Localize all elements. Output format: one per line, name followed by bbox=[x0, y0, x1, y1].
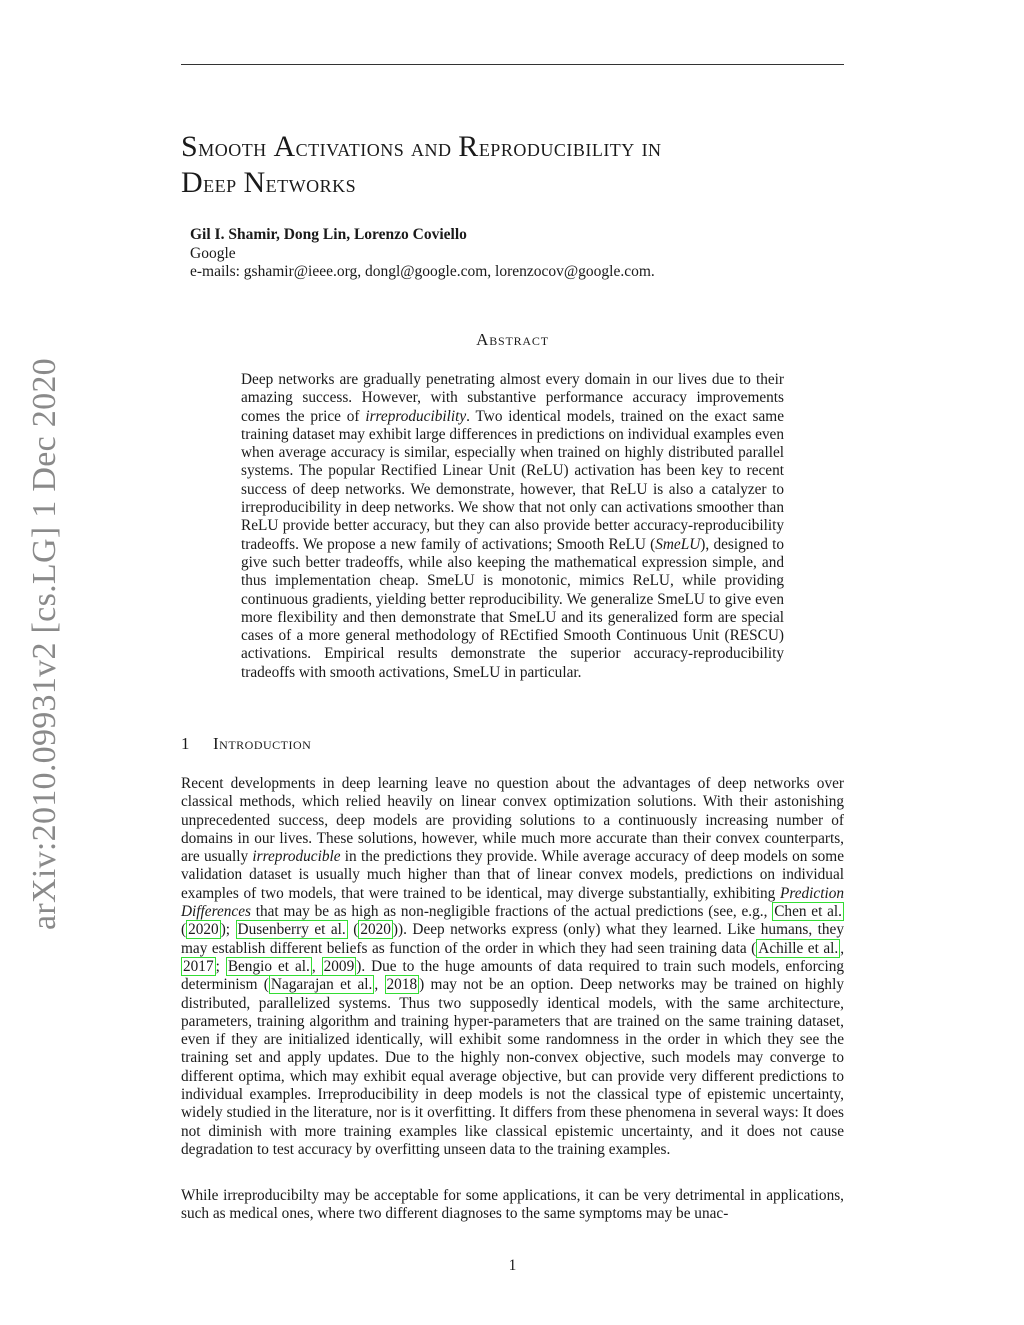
citation-link[interactable]: 2017 bbox=[183, 957, 214, 975]
citation-link[interactable]: Achille et al. bbox=[758, 939, 839, 957]
title-line-1: Smooth Activations and Reproducibility in bbox=[181, 130, 662, 163]
abstract-heading: Abstract bbox=[476, 330, 549, 349]
intro-paragraph-1: Recent developments in deep learning leave no question about the advantages of deep networks over classical methods, which relied heavily on linear convex optimization solutions. With their astonishing unprecedented success, deep models are providing solutions to a continuously increasing number of domains in our lives. These solutions, however, while much more accurate than their convex counterparts, are usually irreproducible in the predictions they provide. While average accuracy of deep models on some validation dataset is usually much higher than that of linear convex models, predictions on individual examples of two models, that were trained to be identical, may diverge substantially, exhibiting Prediction Differences that may be as high as non-negligible fractions of the actual predictions (see, e.g., Chen et al. ( 2020 ); Dusenberry et al. ( 2020 )). Deep networks express (only) what they learned. Like humans, they may establish different beliefs as function of the order in which they had seen training data ( Achille et al. , 2017 ; Bengio et al. , 2009 ). Due to the huge amounts of data required to train such models, enforcing determinism ( Nagarajan et al. , 2018 ) may not be an option. Deep networks may be trained on highly distributed, parallelized systems. Thus two supposedly identical models, with the same architecture, parameters, training algorithm and training hyper-parameters that are trained on the same training dataset, even if they are initialized identically, will exhibit some randomness in the order in which they see the training set and apply updates. Due to the highly non-convex objective, such models may converge to different optima, which may exhibit equal average objective, but can provide very different predictions to individual examples. Irreproducibility in deep models is not the classical type of epistemic uncertainty, widely studied in the literature, nor is it overfitting. It differs from these phenomena in several ways: It does not diminish with more training examples like classical epistemic uncertainty, and it does not cause degradation to test accuracy by overfitting unseen data to the training examples. bbox=[181, 775, 845, 1158]
citation-link[interactable]: 2018 bbox=[386, 976, 418, 994]
title-line-2: Deep Networks bbox=[181, 166, 357, 199]
section-number: 1 bbox=[181, 734, 190, 753]
citation-link[interactable]: 2009 bbox=[323, 957, 355, 975]
intro-paragraph-2: While irreproducibilty may be acceptable for some applications, it can be very detrimental in applications, such as medical ones, where two different diagnoses to the same symptoms may be unac- bbox=[181, 1187, 844, 1223]
citation-link[interactable]: Chen et al. bbox=[774, 903, 842, 921]
paper-title bbox=[181, 130, 844, 202]
citation-link[interactable]: Dusenberry et al. bbox=[237, 921, 346, 939]
author-names: Gil I. Shamir, Dong Lin, Lorenzo Coviello bbox=[190, 226, 467, 243]
affiliation: Google bbox=[190, 244, 236, 262]
citation-link[interactable]: Nagarajan et al. bbox=[270, 976, 373, 994]
top-rule bbox=[181, 64, 844, 65]
citation-link[interactable]: Bengio et al. bbox=[227, 957, 310, 975]
author-block bbox=[190, 226, 830, 282]
author-emails: e-mails: gshamir@ieee.org, dongl@google.com, lorenzocov@google.com. bbox=[190, 263, 655, 280]
page-number: 1 bbox=[508, 1257, 517, 1274]
citation-link[interactable]: 2020 bbox=[360, 921, 391, 939]
section-title: Introduction bbox=[213, 734, 312, 753]
citation-link[interactable]: 2020 bbox=[188, 921, 219, 939]
arxiv-identifier: arXiv:2010.09931v2 [cs.LG] 1 Dec 2020 bbox=[26, 358, 63, 930]
section-heading-introduction bbox=[181, 734, 844, 754]
abstract-text: Deep networks are gradually penetrating almost every domain in our lives due to their amazing success. However, with substantive performance accuracy improvements comes the price of irreproducibility. Two identical models, trained on the exact same training dataset may exhibit large differences in predictions on individual examples even when average accuracy is similar, especially when trained on highly distributed parallel systems. The popular Rectified Linear Unit (ReLU) activation has been key to recent success of deep networks. We demonstrate, however, that ReLU is also a catalyzer to irreproducibility in deep networks. We show that not only can activations smoother than ReLU provide better accuracy, but they can also provide better accuracy-reproducibility tradeoffs. We propose a new family of activations; Smooth ReLU (SmeLU), designed to give such better tradeoffs, while also keeping the mathematical expression simple, and thus implementation cheap. SmeLU is monotonic, mimics ReLU, while providing continuous gradients, yielding better reproducibility. We generalize SmeLU to give even more flexibility and then demonstrate that SmeLU and its generalized form are special cases of a more general methodology of REctified Smooth Continuous Unit (RESCU) activations. Empirical results demonstrate the superior accuracy-reproducibility tradeoffs with smooth activations, SmeLU in particular. bbox=[241, 371, 784, 681]
